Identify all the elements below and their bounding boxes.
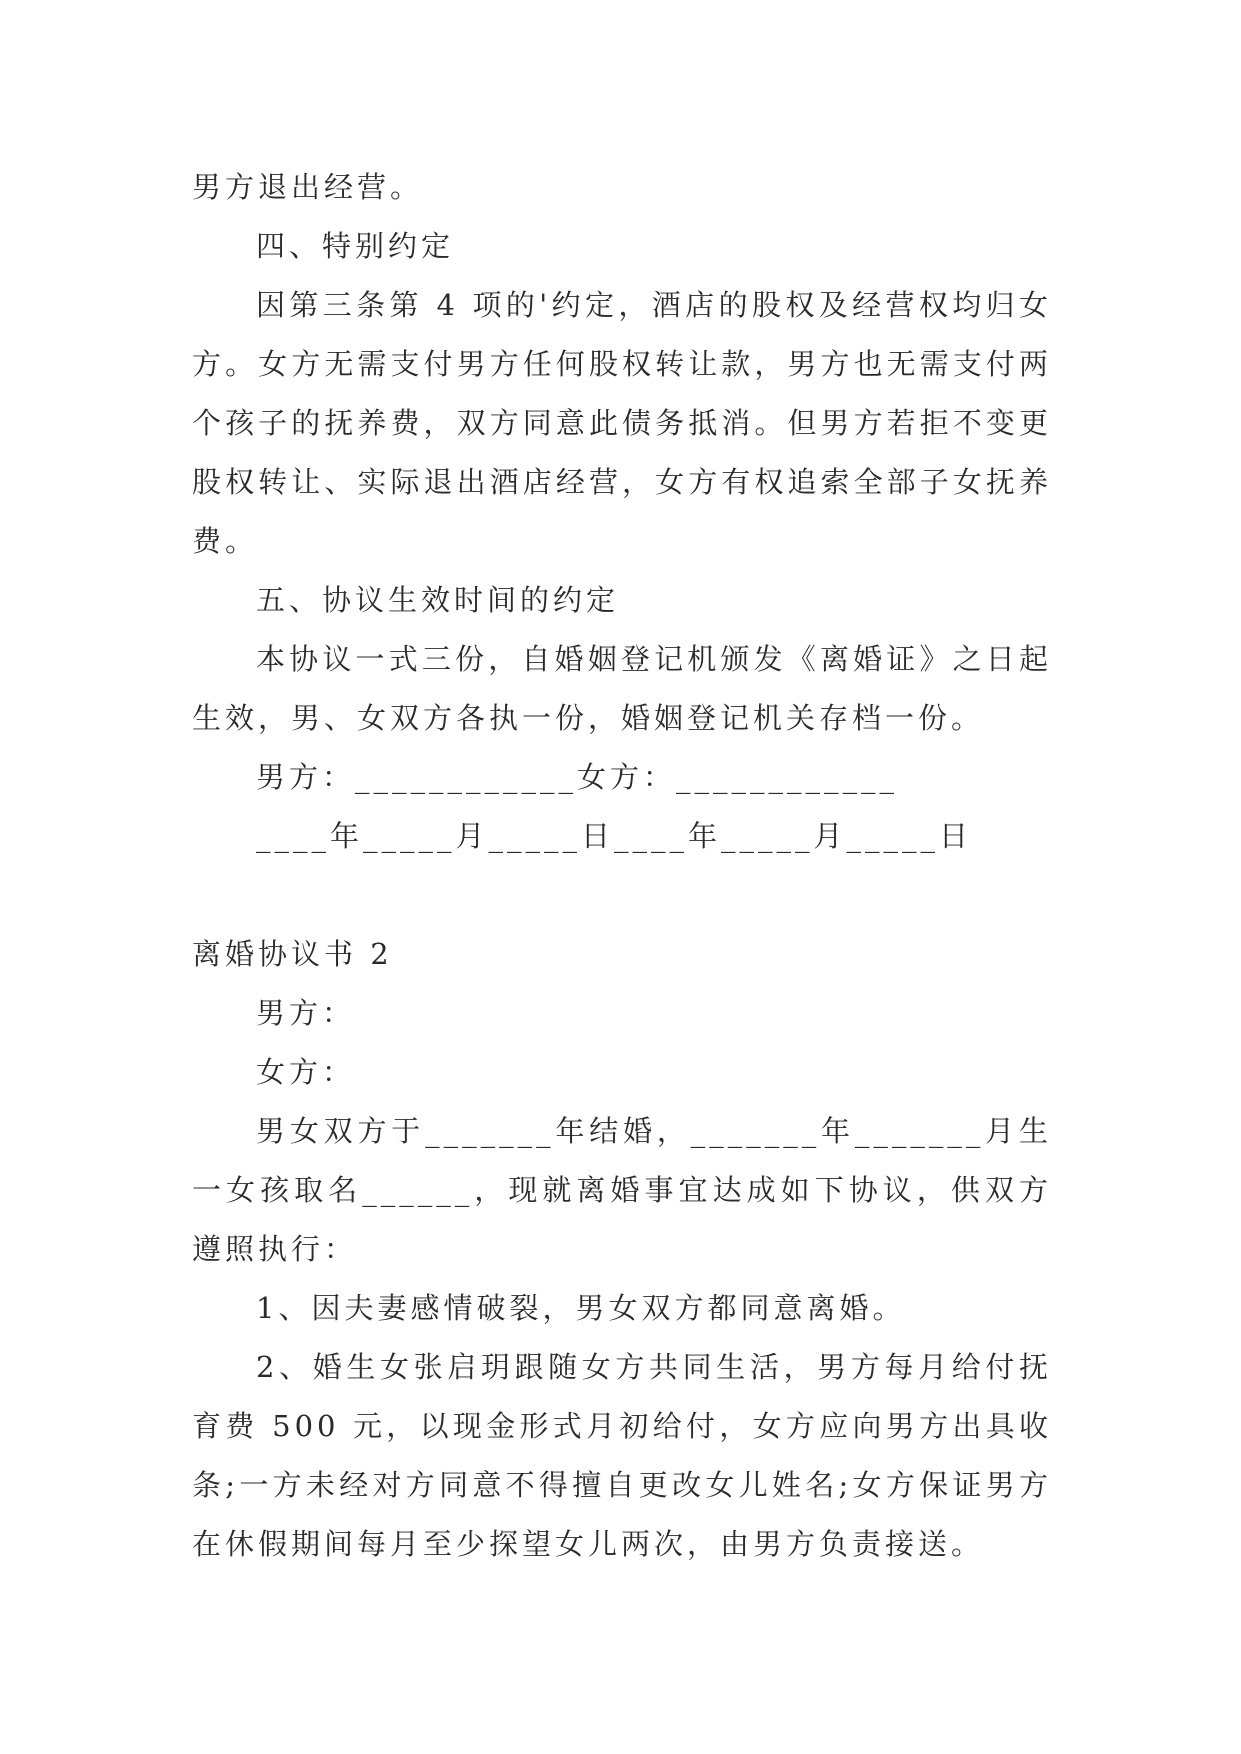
male-party-label: 男方： [256, 996, 356, 1030]
clause-2: 2、婚生女张启玥跟随女方共同生活，男方每月给付抚育费 500 元，以现金形式月初给付，女方应向男方出具收条;一方未经对方同意不得擅自更改女儿姓名;女方保证男方在休假期间每月至少探望女儿两次，由男方负责接送。 [192, 1350, 1052, 1561]
section2-title: 离婚协议书 2 [192, 937, 393, 971]
document-page [192, 158, 1052, 1574]
heading-special-agreement: 四、特别约定 [256, 229, 455, 263]
female-party-label: 女方： [256, 1055, 356, 1089]
paragraph-effective-time: 本协议一式三份，自婚姻登记机颁发《离婚证》之日起生效，男、女双方各执一份，婚姻登记机关存档一份。 [192, 642, 1052, 735]
date-line: ____年_____月_____日____年_____月_____日 [256, 819, 973, 853]
paragraph-special-agreement: 因第三条第 4 项的'约定，酒店的股权及经营权均归女方。女方无需支付男方任何股权转让款，男方也无需支付两个孩子的抚养费，双方同意此债务抵消。但男方若拒不变更股权转让、实际退出酒店经营，女方有权追索全部子女抚养费。 [192, 288, 1052, 558]
signature-line: 男方：____________女方：____________ [256, 760, 899, 794]
heading-effective-time: 五、协议生效时间的约定 [256, 583, 620, 617]
paragraph-withdraw: 男方退出经营。 [192, 170, 424, 204]
section-gap [192, 866, 1052, 925]
clause-1: 1、因夫妻感情破裂，男女双方都同意离婚。 [256, 1291, 906, 1325]
paragraph-intro: 男女双方于_______年结婚，_______年_______月生一女孩取名______，现就离婚事宜达成如下协议，供双方遵照执行： [192, 1114, 1052, 1266]
